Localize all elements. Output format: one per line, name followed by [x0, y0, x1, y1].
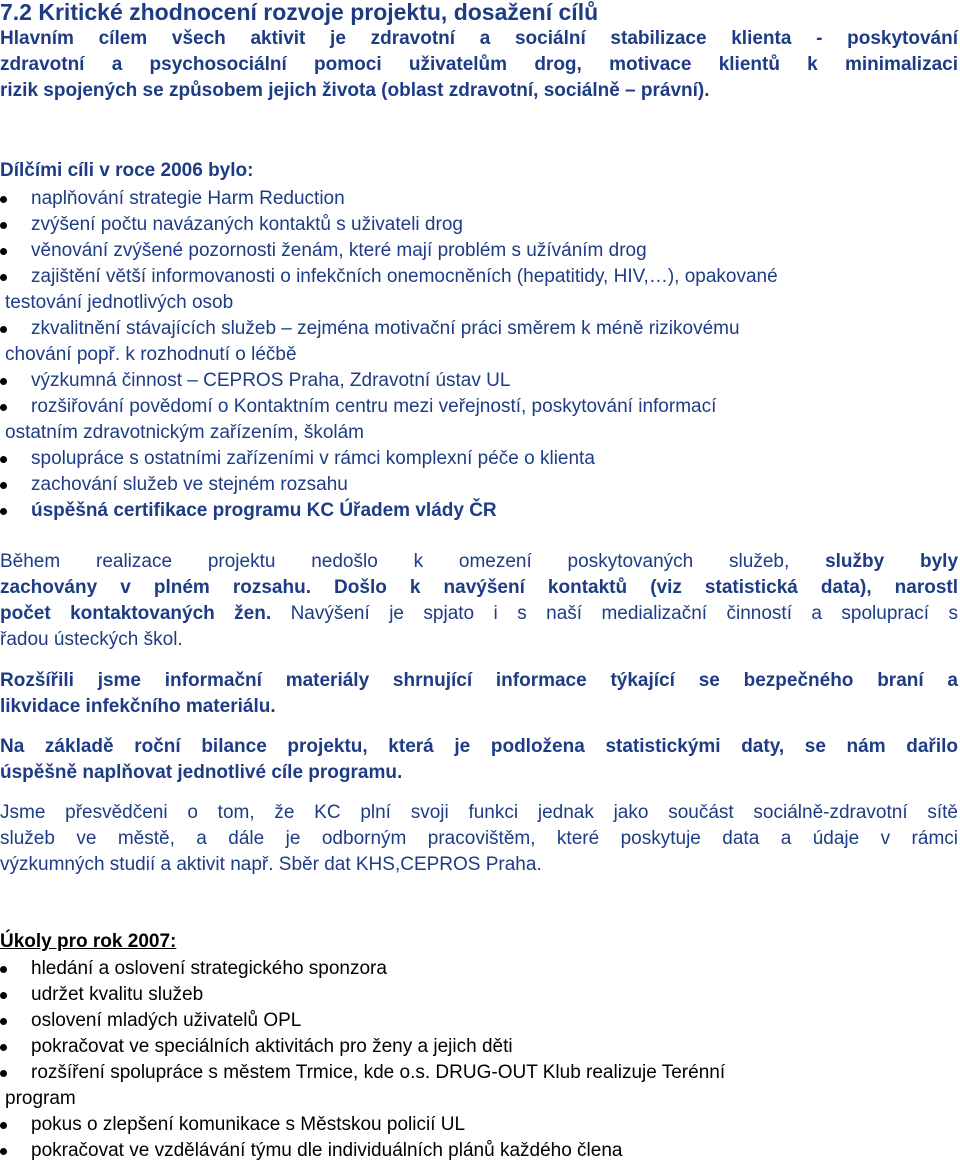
bullet-icon — [0, 274, 7, 281]
paragraph-materials: Rozšířili jsme informační materiály shrnující informace týkající se bezpečného braní a likvidace infekčního materiálu. — [0, 670, 958, 717]
list-item: spolupráce s ostatními zařízeními v rámci komplexní péče o klienta — [0, 446, 960, 472]
list-item: výzkumná činnost – CEPROS Praha, Zdravotní ústav UL — [0, 368, 960, 394]
list-item: rozšíření spolupráce s městem Trmice, kde o.s. DRUG-OUT Klub realizuje Terénní program — [0, 1060, 960, 1112]
bullet-icon — [0, 1070, 7, 1077]
tasks-list — [0, 956, 960, 1164]
bullet-icon — [0, 404, 7, 411]
bullet-icon — [0, 456, 7, 463]
tasks-title: Úkoly pro rok 2007: — [0, 931, 177, 952]
section-heading: 7.2 Kritické zhodnocení rozvoje projektu, dosažení cílů — [0, 0, 599, 25]
intro-paragraph — [0, 26, 958, 104]
intro-line: Hlavním cílem všech aktivit je zdravotní a sociální stabilizace klienta - poskytování — [0, 28, 958, 49]
intro-line: zdravotní a psychosociální pomoci uživatelům drog, motivace klientů k minimalizaci — [0, 54, 958, 75]
list-item: věnování zvýšené pozornosti ženám, které mají problém s užíváním drog — [0, 238, 960, 264]
goals-title: Dílčími cíli v roce 2006 bylo: — [0, 160, 254, 181]
paragraph-conviction: Jsme přesvědčeni o tom, že KC plní svoji funkci jednak jako součást sociálně-zdravotní sítě služeb ve městě, a dále je odborným pracovištěm, které poskytuje data a údaje v rámci výzkumných studií a aktivit např. Sběr dat KHS,CEPROS Praha. — [0, 802, 958, 875]
bullet-icon — [0, 196, 7, 203]
list-item: udržet kvalitu služeb — [0, 982, 960, 1008]
bullet-icon — [0, 1044, 7, 1051]
goals-list — [0, 186, 960, 524]
list-item: zachování služeb ve stejném rozsahu — [0, 472, 960, 498]
list-item: hledání a oslovení strategického sponzora — [0, 956, 960, 982]
list-item: pokus o zlepšení komunikace s Městskou policií UL — [0, 1112, 960, 1138]
bullet-icon — [0, 222, 7, 229]
intro-line: rizik spojených se způsobem jejich života (oblast zdravotní, sociálně – právní). — [0, 80, 710, 101]
bullet-icon — [0, 378, 7, 385]
bullet-icon — [0, 482, 7, 489]
list-item: oslovení mladých uživatelů OPL — [0, 1008, 960, 1034]
paragraph-results: Během realizace projektu nedošlo k omezení poskytovaných služeb, služby byly zachovány v plném rozsahu. Došlo k navýšení kontaktů (viz statistická data), narostl počet kontaktovaných žen. Navýšení je spjato i s naší medializační činností a spoluprací s řadou ústeckých škol. — [0, 551, 959, 650]
bullet-icon — [0, 1018, 7, 1025]
paragraph-bilance: Na základě roční bilance projektu, která je podložena statistickými daty, se nám dařilo úspěšně naplňovat jednotlivé cíle programu. — [0, 736, 958, 783]
list-item: pokračovat ve vzdělávání týmu dle individuálních plánů každého člena — [0, 1138, 960, 1164]
list-item: úspěšná certifikace programu KC Úřadem vlády ČR — [0, 498, 960, 524]
list-item: zvýšení počtu navázaných kontaktů s uživateli drog — [0, 212, 960, 238]
bullet-icon — [0, 1148, 7, 1155]
bullet-icon — [0, 508, 7, 515]
list-item: zkvalitnění stávajících služeb – zejména motivační práci směrem k méně rizikovému chování popř. k rozhodnutí o léčbě — [0, 316, 960, 368]
bullet-icon — [0, 1122, 7, 1129]
bullet-icon — [0, 248, 7, 255]
list-item: rozšiřování povědomí o Kontaktním centru mezi veřejností, poskytování informací ostatním zdravotnickým zařízením, školám — [0, 394, 960, 446]
bullet-icon — [0, 966, 7, 973]
list-item: pokračovat ve speciálních aktivitách pro ženy a jejich děti — [0, 1034, 960, 1060]
list-item: zajištění větší informovanosti o infekčních onemocněních (hepatitidy, HIV,…), opakované testování jednotlivých osob — [0, 264, 960, 316]
bullet-icon — [0, 326, 7, 333]
bullet-icon — [0, 992, 7, 999]
list-item: naplňování strategie Harm Reduction — [0, 186, 960, 212]
